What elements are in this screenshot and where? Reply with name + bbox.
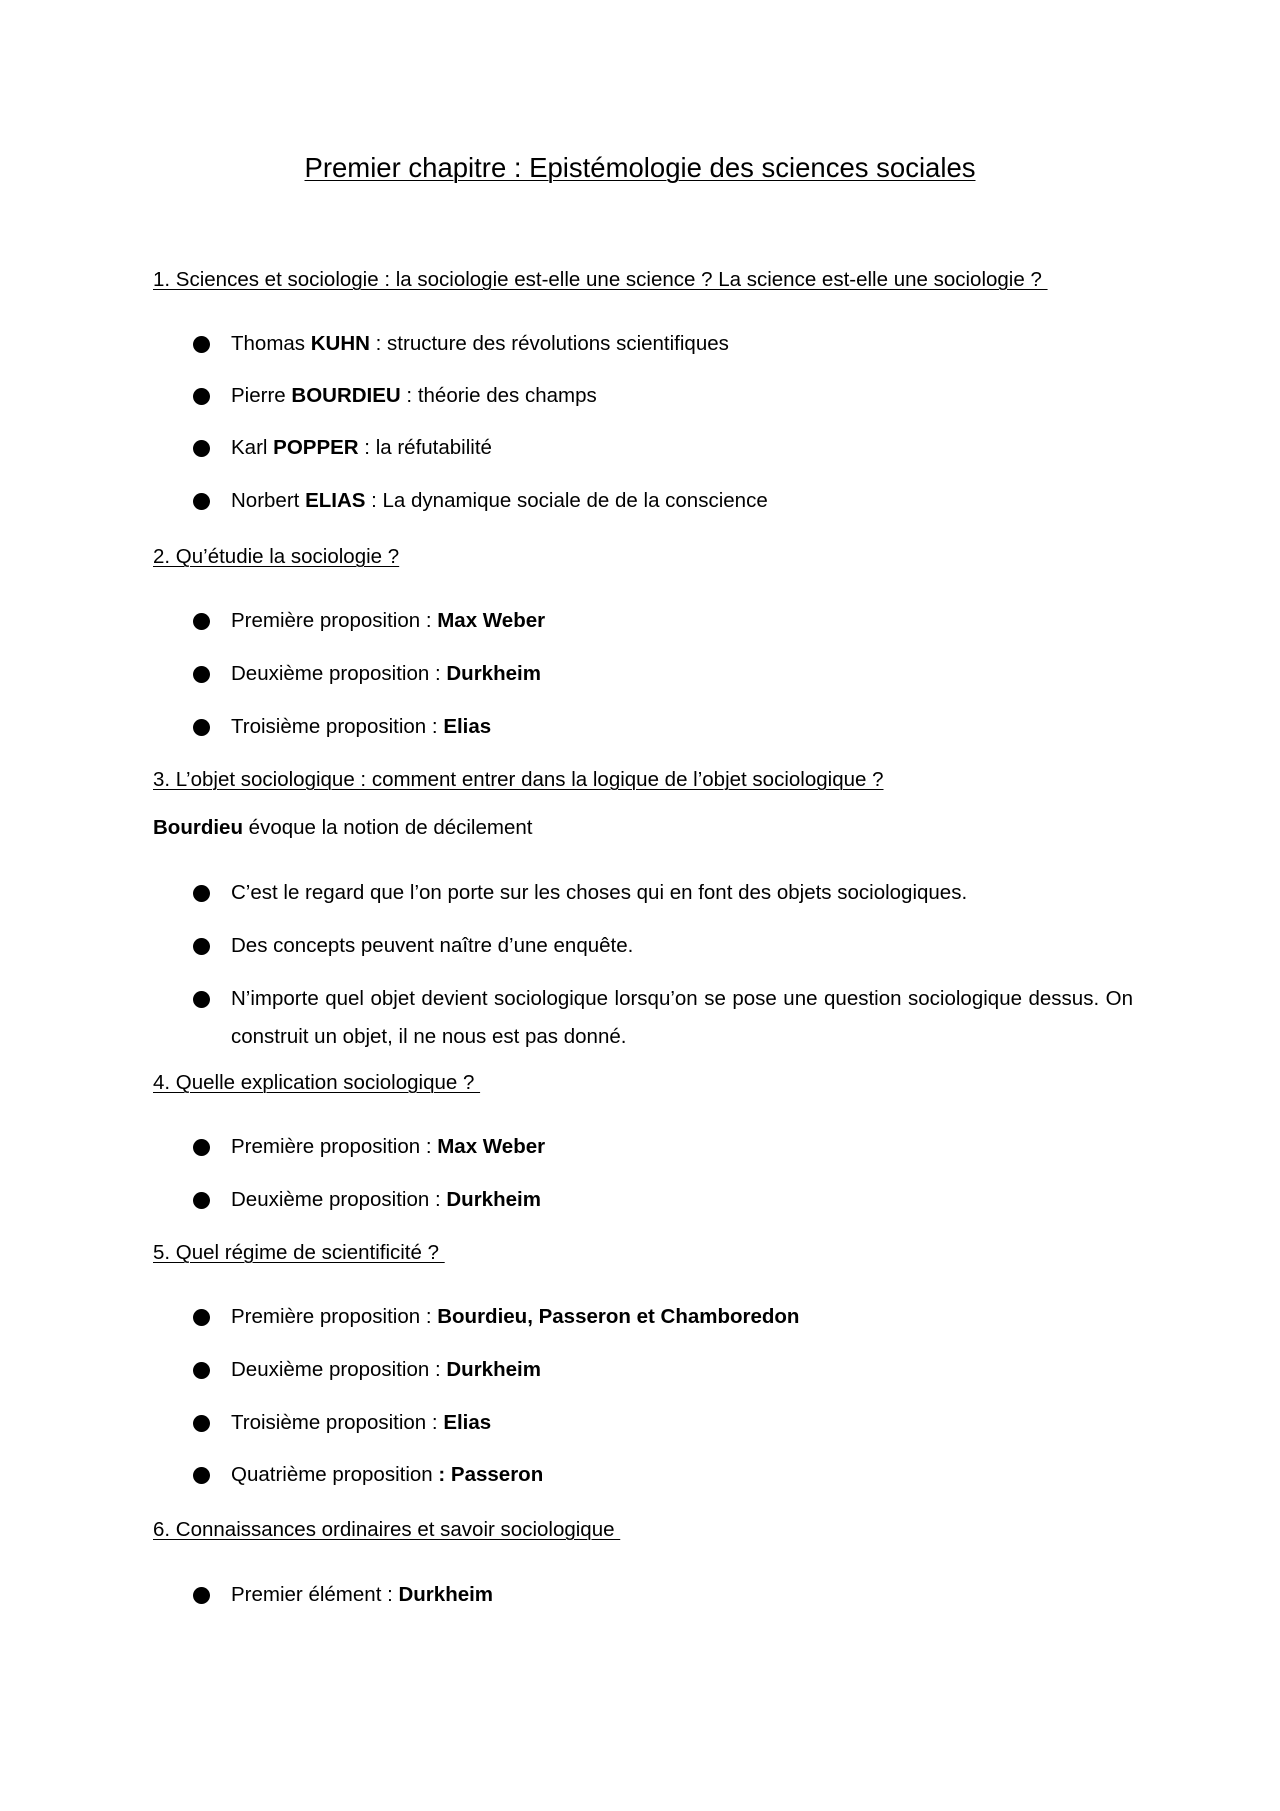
bullet-icon xyxy=(193,1139,210,1156)
bullet-icon xyxy=(193,1467,210,1484)
section-heading-5: 5. Quel régime de scientificité ? xyxy=(153,1241,445,1264)
bullet-icon xyxy=(193,336,210,353)
bullet-icon xyxy=(193,991,210,1008)
bullet-icon xyxy=(193,613,210,630)
list-item: Première proposition : Bourdieu, Passeron et Chamboredon xyxy=(193,1298,1133,1336)
bullet-icon xyxy=(193,719,210,736)
section-intro: Bourdieu évoque la notion de décilement xyxy=(153,816,533,839)
list-item: Des concepts peuvent naître d’une enquête. xyxy=(193,927,1133,965)
bullet-icon xyxy=(193,666,210,683)
section-heading-4: 4. Quelle explication sociologique ? xyxy=(153,1071,481,1094)
list-item: C’est le regard que l’on porte sur les choses qui en font des objets sociologiques. xyxy=(193,874,1133,912)
bullet-icon xyxy=(193,1362,210,1379)
list-item: Première proposition : Max Weber xyxy=(193,1128,1133,1166)
bullet-icon xyxy=(193,1192,210,1209)
bullet-icon xyxy=(193,938,210,955)
list-item: Troisième proposition : Elias xyxy=(193,708,1133,746)
list-item: Troisième proposition : Elias xyxy=(193,1404,1133,1442)
list-item: Première proposition : Max Weber xyxy=(193,602,1133,640)
list-item: Deuxième proposition : Durkheim xyxy=(193,1351,1133,1389)
bullet-icon xyxy=(193,1309,210,1326)
bullet-icon xyxy=(193,1587,210,1604)
section-heading-2: 2. Qu’étudie la sociologie ? xyxy=(153,545,400,568)
list-item: Karl POPPER : la réfutabilité xyxy=(193,429,1133,467)
list-item: Deuxième proposition : Durkheim xyxy=(193,655,1133,693)
bullet-icon xyxy=(193,1415,210,1432)
bullet-icon xyxy=(193,440,210,457)
list-item: Thomas KUHN : structure des révolutions scientifiques xyxy=(193,325,1133,363)
bullet-icon xyxy=(193,493,210,510)
bullet-icon xyxy=(193,885,210,902)
list-item: Quatrième proposition : Passeron xyxy=(193,1456,1133,1494)
page-title: Premier chapitre : Epistémologie des sciences sociales xyxy=(304,152,976,183)
list-item: Deuxième proposition : Durkheim xyxy=(193,1181,1133,1219)
section-heading-3: 3. L’objet sociologique : comment entrer dans la logique de l’objet sociologique ? xyxy=(153,768,884,791)
list-item: N’importe quel objet devient sociologique lorsqu’on se pose une question sociologique dessus. On construit un objet, il ne nous est pas donné. xyxy=(193,980,1133,1056)
bullet-icon xyxy=(193,388,210,405)
list-item: Norbert ELIAS : La dynamique sociale de de la conscience xyxy=(193,482,1133,520)
list-item: Pierre BOURDIEU : théorie des champs xyxy=(193,377,1133,415)
section-heading-1: 1. Sciences et sociologie : la sociologie est-elle une science ? La science est-elle une sociologie ? xyxy=(153,268,1048,291)
section-heading-6: 6. Connaissances ordinaires et savoir sociologique xyxy=(153,1518,621,1541)
list-item: Premier élément : Durkheim xyxy=(193,1576,1133,1614)
